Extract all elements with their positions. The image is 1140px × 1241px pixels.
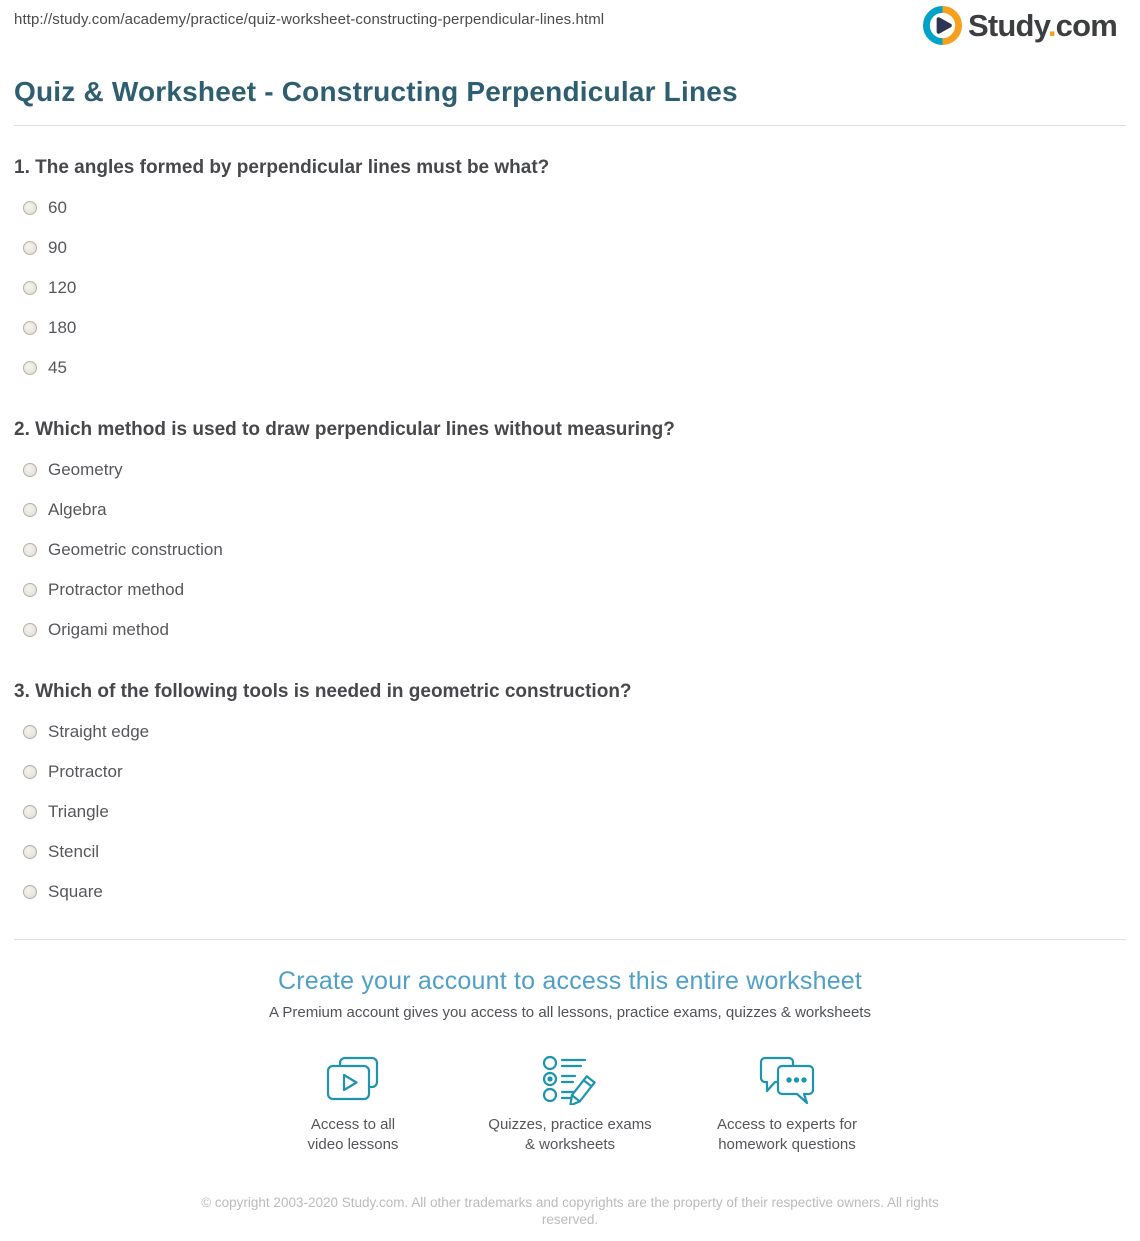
chat-experts-icon <box>758 1055 816 1105</box>
section-divider <box>14 939 1126 940</box>
option-label: Square <box>48 882 103 901</box>
feature-label: Quizzes, practice exams & worksheets <box>488 1116 652 1153</box>
radio-button[interactable] <box>23 463 37 477</box>
radio-button[interactable] <box>23 361 37 375</box>
question-2 <box>14 419 1126 650</box>
question-3-heading: 3. Which of the following tools is needed in geometric construction? <box>14 681 632 702</box>
option-label: Geometry <box>48 460 123 479</box>
option-label: Algebra <box>48 500 107 519</box>
question-3 <box>14 681 1126 912</box>
cta-subheading: A Premium account gives you access to all lessons, practice exams, quizzes & worksheets <box>269 1004 871 1021</box>
option-row[interactable] <box>14 188 1126 228</box>
option-row[interactable] <box>14 610 1126 650</box>
question-1-options <box>14 188 1126 388</box>
option-label: 90 <box>48 238 67 257</box>
quizzes-worksheets-icon <box>541 1055 599 1105</box>
option-label: Geometric construction <box>48 540 223 559</box>
option-row[interactable] <box>14 268 1126 308</box>
studycom-logo[interactable] <box>923 6 1117 45</box>
radio-button[interactable] <box>23 281 37 295</box>
page-title: Quiz & Worksheet - Constructing Perpendicular Lines <box>14 76 738 107</box>
question-1 <box>14 157 1126 388</box>
radio-button[interactable] <box>23 805 37 819</box>
radio-button[interactable] <box>23 503 37 517</box>
question-3-options <box>14 712 1126 912</box>
option-row[interactable] <box>14 712 1126 752</box>
feature-video-lessons <box>245 1055 462 1155</box>
option-label: Origami method <box>48 620 169 639</box>
option-label: 120 <box>48 278 77 297</box>
page-header <box>0 0 1140 50</box>
feature-label: Access to all video lessons <box>307 1116 399 1153</box>
option-row[interactable] <box>14 348 1126 388</box>
option-label: 45 <box>48 358 67 377</box>
cta-heading[interactable]: Create your account to access this entire worksheet <box>277 967 863 995</box>
option-label: 60 <box>48 198 67 217</box>
option-label: 180 <box>48 318 77 337</box>
feature-label: Access to experts for homework questions <box>716 1116 858 1153</box>
radio-button[interactable] <box>23 241 37 255</box>
option-row[interactable] <box>14 308 1126 348</box>
studycom-logo-icon <box>923 6 962 45</box>
radio-button[interactable] <box>23 201 37 215</box>
radio-button[interactable] <box>23 623 37 637</box>
option-label: Triangle <box>48 802 109 821</box>
question-2-heading: 2. Which method is used to draw perpendicular lines without measuring? <box>14 419 675 440</box>
feature-homework-experts <box>679 1055 896 1155</box>
option-row[interactable] <box>14 228 1126 268</box>
radio-button[interactable] <box>23 321 37 335</box>
option-row[interactable] <box>14 792 1126 832</box>
page-url: http://study.com/academy/practice/quiz-worksheet-constructing-perpendicular-lines.html <box>14 11 605 28</box>
option-row[interactable] <box>14 752 1126 792</box>
option-row[interactable] <box>14 570 1126 610</box>
studycom-logo-text: Study.com <box>968 7 1117 43</box>
option-label: Stencil <box>48 842 100 861</box>
option-row[interactable] <box>14 832 1126 872</box>
option-row[interactable] <box>14 530 1126 570</box>
radio-button[interactable] <box>23 765 37 779</box>
option-label: Protractor <box>48 762 123 781</box>
radio-button[interactable] <box>23 583 37 597</box>
radio-button[interactable] <box>23 543 37 557</box>
radio-button[interactable] <box>23 885 37 899</box>
feature-quizzes-worksheets <box>462 1055 679 1155</box>
question-2-options <box>14 450 1126 650</box>
title-divider <box>14 125 1126 126</box>
option-label: Protractor method <box>48 580 185 599</box>
option-row[interactable] <box>14 872 1126 912</box>
cta-section <box>0 967 1140 1155</box>
option-row[interactable] <box>14 450 1126 490</box>
option-label: Straight edge <box>48 722 150 741</box>
copyright-notice: © copyright 2003-2020 Study.com. All other trademarks and copyrights are the property of their respective owners. All rights reserved. <box>201 1195 939 1227</box>
radio-button[interactable] <box>23 845 37 859</box>
video-lessons-icon <box>325 1055 381 1105</box>
radio-button[interactable] <box>23 725 37 739</box>
feature-list <box>0 1055 1140 1155</box>
option-row[interactable] <box>14 490 1126 530</box>
question-1-heading: 1. The angles formed by perpendicular lines must be what? <box>14 157 550 178</box>
